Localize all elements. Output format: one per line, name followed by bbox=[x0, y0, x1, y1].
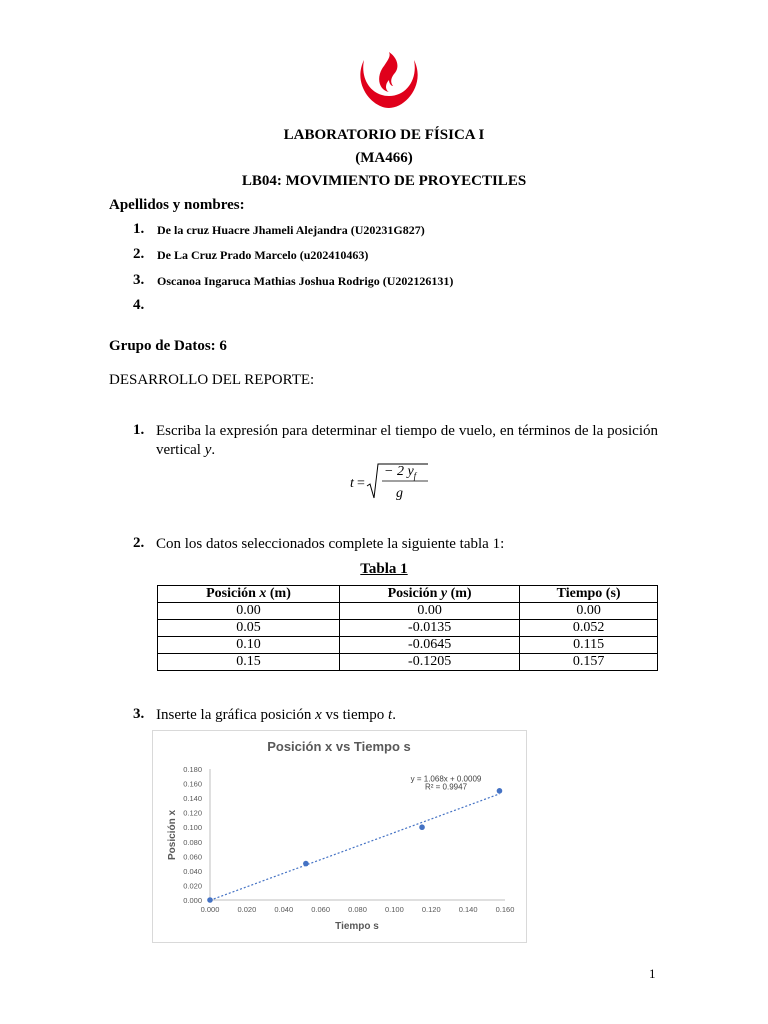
table-cell: 0.15 bbox=[158, 654, 340, 671]
x-tick-label: 0.120 bbox=[421, 905, 441, 914]
question-number: 2. bbox=[133, 535, 145, 551]
table-cell: 0.00 bbox=[158, 603, 340, 620]
data-point bbox=[303, 861, 309, 867]
y-tick-label: 0.080 bbox=[183, 837, 202, 847]
chart-container bbox=[152, 730, 527, 943]
student-number: 1. bbox=[133, 221, 145, 237]
y-tick-label: 0.020 bbox=[183, 881, 202, 891]
student-name: De La Cruz Prado Marcelo (u202410463) bbox=[157, 248, 369, 262]
students-heading: Apellidos y nombres: bbox=[109, 197, 245, 213]
trendline bbox=[210, 794, 499, 900]
position-time-chart bbox=[153, 731, 526, 942]
student-number: 3. bbox=[133, 272, 145, 288]
y-tick-label: 0.140 bbox=[183, 794, 202, 804]
flight-time-formula bbox=[340, 462, 430, 502]
y-tick-label: 0.040 bbox=[183, 866, 202, 876]
formula-denominator: g bbox=[396, 486, 403, 501]
formula-lhs: t bbox=[350, 476, 354, 491]
table-cell: 0.00 bbox=[520, 603, 658, 620]
title-lab: LABORATORIO DE FÍSICA I bbox=[283, 127, 485, 143]
formula-equals: = bbox=[357, 476, 365, 491]
y-axis-label: Posición x bbox=[167, 809, 178, 861]
title-code: (MA466) bbox=[355, 150, 413, 166]
question-1-text: Escriba la expresión para determinar el tiempo de vuelo, en términos de la posición vertical y. bbox=[156, 423, 658, 458]
data-point bbox=[419, 824, 425, 830]
y-tick-label: 0.180 bbox=[183, 765, 202, 774]
table-row bbox=[158, 603, 658, 620]
x-tick-label: 0.140 bbox=[458, 905, 478, 914]
x-tick-label: 0.020 bbox=[237, 905, 257, 914]
chart-title: Posición x vs Tiempo s bbox=[267, 739, 411, 754]
student-number: 4. bbox=[133, 297, 145, 313]
table-cell: 0.157 bbox=[520, 654, 658, 671]
x-axis-label: Tiempo s bbox=[335, 921, 379, 932]
question-number: 3. bbox=[133, 706, 145, 722]
trendline-equation: y = 1.068x + 0.0009 bbox=[410, 774, 482, 784]
y-tick-label: 0.120 bbox=[183, 808, 202, 818]
y-tick-label: 0.160 bbox=[183, 779, 202, 789]
table-cell: 0.00 bbox=[339, 603, 519, 620]
header-time: Tiempo (s) bbox=[520, 586, 658, 603]
y-tick-label: 0.000 bbox=[183, 896, 202, 905]
page-number: 1 bbox=[649, 966, 656, 981]
logo-flame bbox=[379, 52, 397, 92]
table-row bbox=[158, 620, 658, 637]
table-header-row bbox=[158, 586, 658, 603]
x-tick-label: 0.040 bbox=[274, 905, 294, 914]
x-tick-label: 0.060 bbox=[311, 905, 331, 914]
table-row bbox=[158, 637, 658, 654]
y-tick-label: 0.100 bbox=[183, 823, 202, 833]
title-experiment: LB04: MOVIMIENTO DE PROYECTILES bbox=[241, 173, 527, 189]
x-tick-label: 0.160 bbox=[495, 905, 515, 914]
student-name: Oscanoa Ingaruca Mathias Joshua Rodrigo (U202126131) bbox=[157, 274, 454, 288]
table-caption: Tabla 1 bbox=[360, 561, 408, 577]
table-cell: 0.115 bbox=[520, 637, 658, 654]
header-position-y: Posición y (m) bbox=[339, 586, 519, 603]
x-tick-label: 0.080 bbox=[348, 905, 367, 914]
report-heading: DESARROLLO DEL REPORTE: bbox=[109, 372, 315, 388]
student-name: De la cruz Huacre Jhameli Alejandra (U20231G827) bbox=[157, 223, 425, 237]
question-2-text: Con los datos seleccionados complete la siguiente tabla 1: bbox=[156, 536, 505, 552]
header-position-x: Posición x (m) bbox=[158, 586, 340, 603]
formula-numerator: − 2 $y_f$ bbox=[384, 464, 417, 481]
student-number: 2. bbox=[133, 246, 145, 262]
table-cell: -0.1205 bbox=[339, 654, 519, 671]
data-point bbox=[207, 897, 213, 903]
question-number: 1. bbox=[133, 422, 145, 438]
table-cell: 0.10 bbox=[158, 637, 340, 654]
table-cell: -0.0645 bbox=[339, 637, 519, 654]
data-point bbox=[497, 788, 503, 794]
x-tick-label: 0.100 bbox=[384, 905, 404, 914]
table-cell: 0.05 bbox=[158, 620, 340, 637]
question-3-text: Inserte la gráfica posición x vs tiempo t. bbox=[156, 707, 396, 723]
university-logo bbox=[358, 50, 420, 110]
data-group: Grupo de Datos: 6 bbox=[109, 338, 227, 354]
table-row bbox=[158, 654, 658, 671]
x-tick-label: 0.000 bbox=[200, 905, 220, 914]
trendline-r2: R² = 0.9947 bbox=[424, 782, 468, 792]
table-cell: 0.052 bbox=[520, 620, 658, 637]
data-table bbox=[157, 585, 658, 671]
table-cell: -0.0135 bbox=[339, 620, 519, 637]
y-tick-label: 0.060 bbox=[183, 852, 202, 862]
